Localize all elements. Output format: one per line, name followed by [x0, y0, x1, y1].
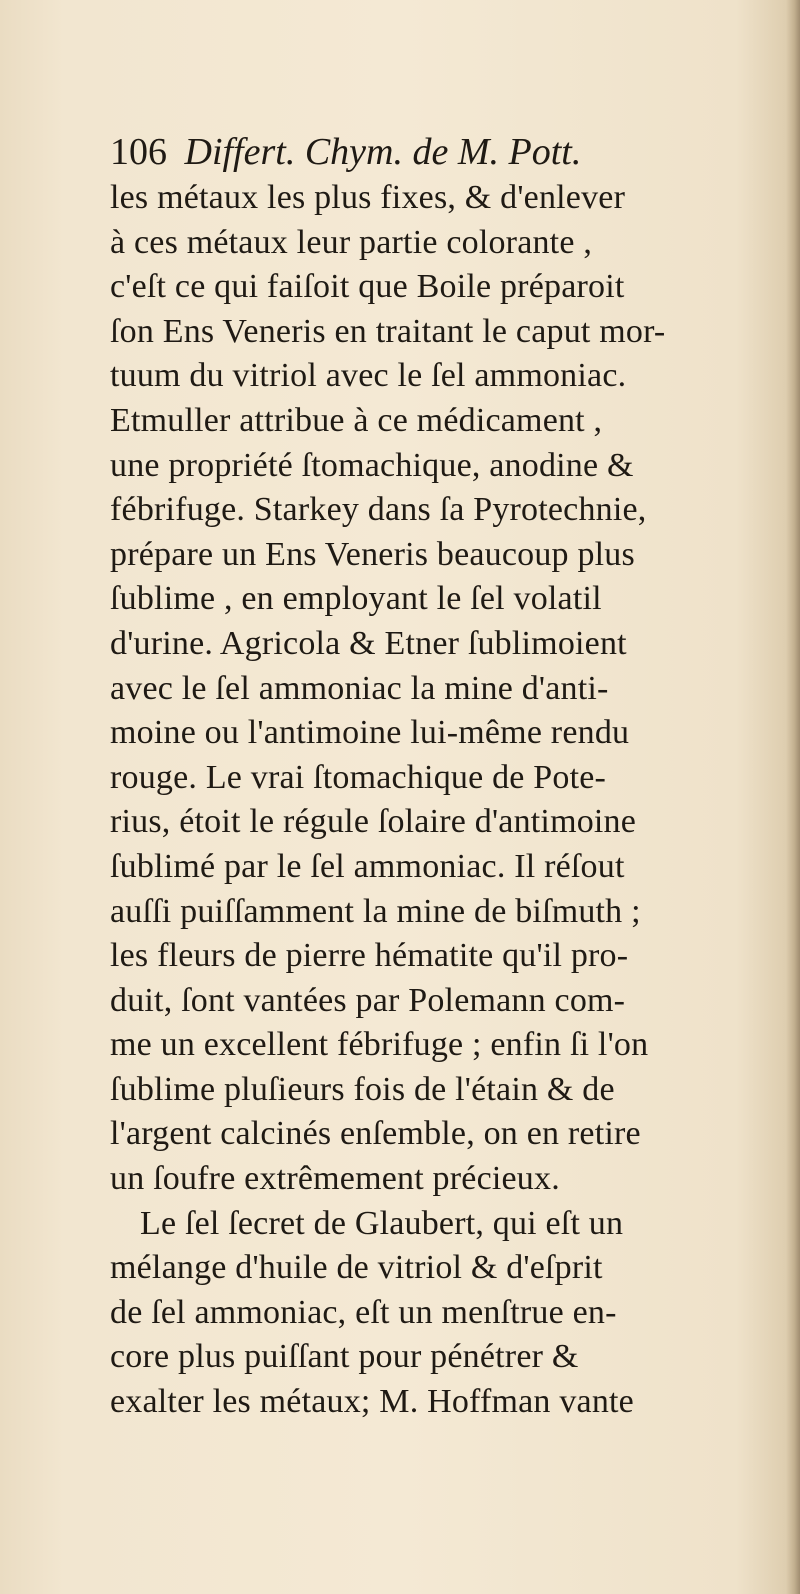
text-line: rius, étoit le régule ſolaire d'antimoine [110, 803, 637, 841]
text-line: ſublimé par le ſel ammoniac. Il réſout [110, 847, 625, 885]
text-line: prépare un Ens Veneris beaucoup plus [110, 535, 635, 573]
text-line: les métaux les plus fixes, & d'enlever [110, 179, 626, 216]
text-line: tuum du vitriol avec le ſel ammoniac. [110, 357, 627, 395]
text-line: duit, ſont vantées par Polemann com- [110, 981, 626, 1019]
text-line: les fleurs de pierre hématite qu'il pro- [110, 937, 629, 975]
text-line: core plus puiſſant pour pénétrer & [110, 1338, 579, 1376]
running-title: Differt. Chym. de M. Pott. [184, 131, 582, 173]
text-line: c'eſt ce qui faiſoit que Boile préparoit [110, 268, 625, 306]
text-line: mélange d'huile de vitriol & d'eſprit [110, 1249, 603, 1287]
text-line: une propriété ſtomachique, anodine & [110, 446, 634, 484]
text-line: ſublime pluſieurs fois de l'étain & de [110, 1070, 615, 1108]
text-line: auſſi puiſſamment la mine de biſmuth ; [110, 892, 641, 930]
text-line: un ſoufre extrêmement précieux. [110, 1160, 560, 1198]
text-line: de ſel ammoniac, eſt un menſtrue en- [110, 1293, 617, 1331]
text-line: moine ou l'antimoine lui-même rendu [110, 714, 630, 752]
text-line: à ces métaux leur partie colorante , [110, 223, 593, 261]
page-number: 106 [110, 131, 167, 173]
text-line: l'argent calcinés enſemble, on en retire [110, 1115, 641, 1153]
text-line: Etmuller attribue à ce médicament , [110, 401, 603, 439]
page-text-block [110, 128, 800, 1425]
text-line: exalter les métaux; M. Hoffman vante [110, 1383, 634, 1421]
text-line: d'urine. Agricola & Etner ſublimoient [110, 624, 627, 662]
text-line: ſublime , en employant le ſel volatil [110, 580, 602, 618]
paragraph-first-line: Le ſel ſecret de Glaubert, qui eſt un [140, 1204, 624, 1242]
text-line: fébrifuge. Starkey dans ſa Pyrotechnie, [110, 491, 647, 529]
text-line: ſon Ens Veneris en traitant le caput mor- [110, 312, 666, 350]
text-line: rouge. Le vrai ſtomachique de Pote- [110, 758, 607, 796]
text-line: avec le ſel ammoniac la mine d'anti- [110, 669, 609, 707]
text-line: me un excellent fébrifuge ; enfin ſi l'on [110, 1026, 649, 1064]
running-header [110, 128, 800, 176]
